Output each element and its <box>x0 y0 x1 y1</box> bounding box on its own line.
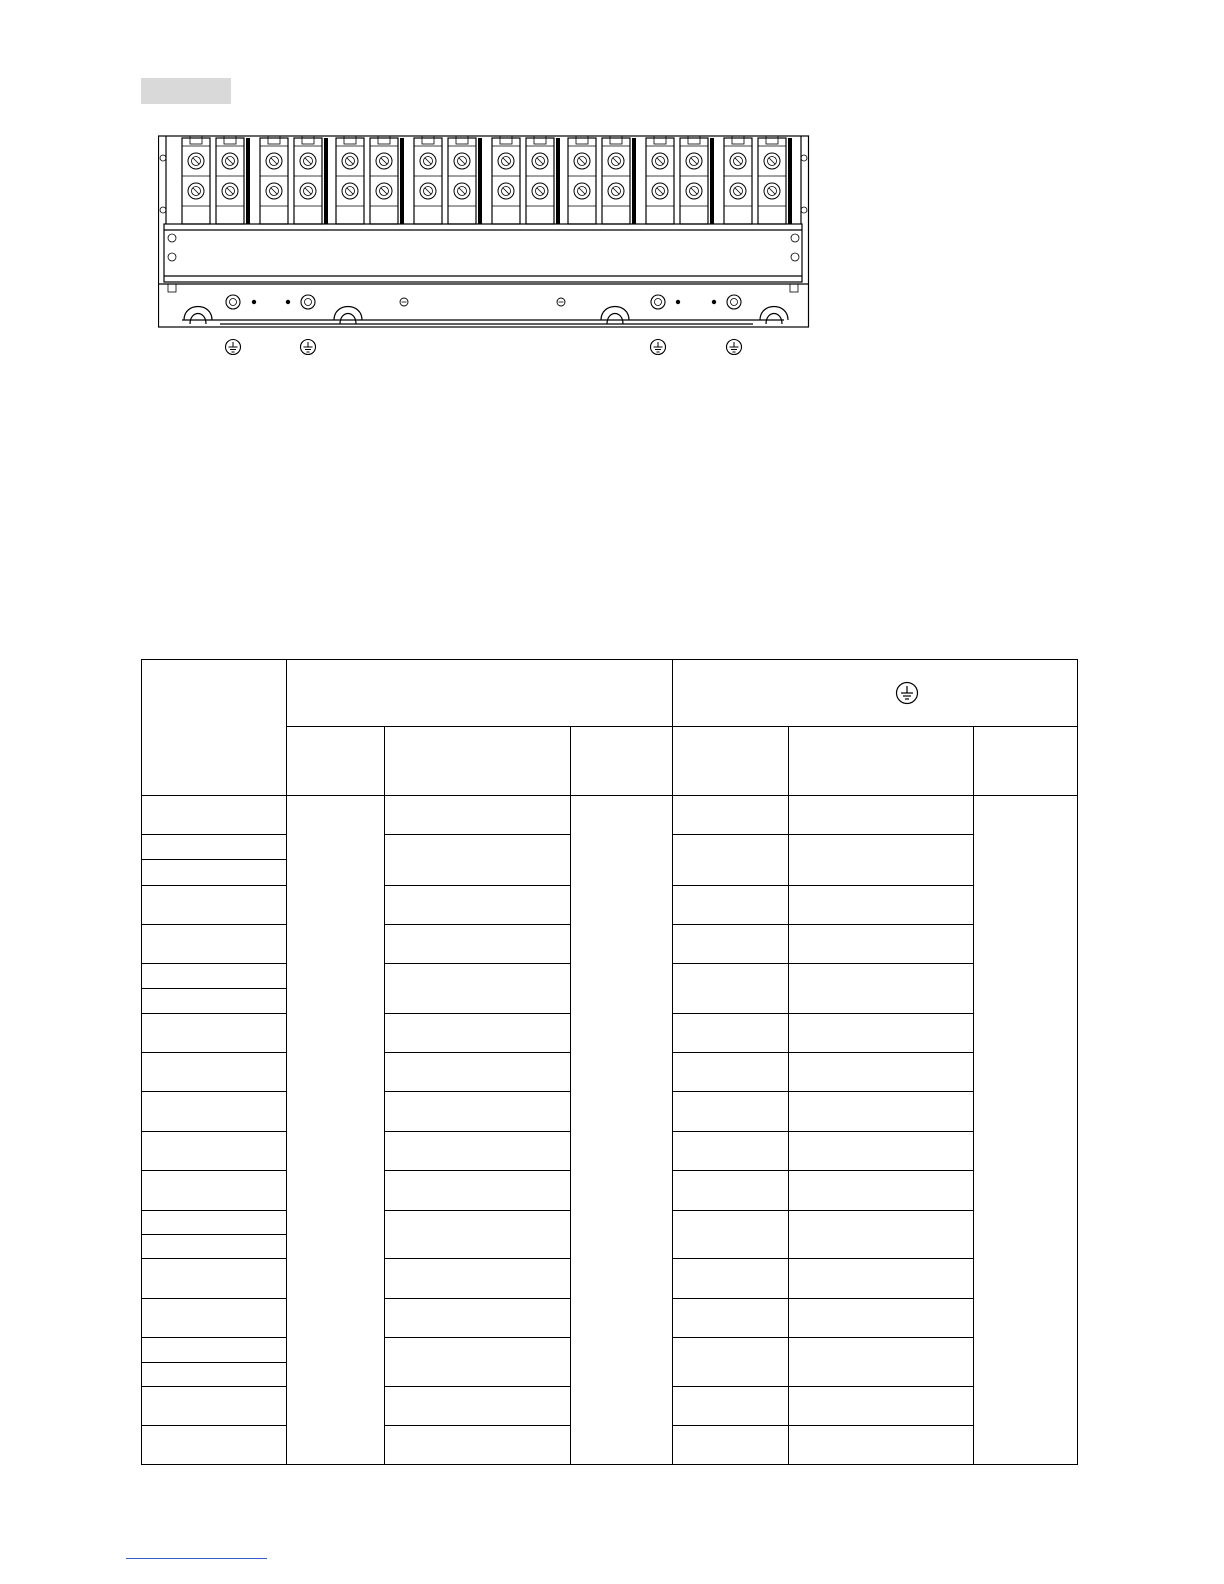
terminal-4 <box>294 136 328 224</box>
rail-screw <box>557 298 565 306</box>
terminal-2 <box>216 136 250 224</box>
table-cell <box>385 925 571 964</box>
corner-clip <box>168 284 176 292</box>
table-cell <box>142 1259 287 1299</box>
terminal-8 <box>448 136 482 224</box>
table-cell <box>385 1426 571 1465</box>
table-cell <box>142 835 287 860</box>
table-cell <box>385 1338 571 1387</box>
header-sub-cell <box>789 727 974 796</box>
table-cell <box>385 796 571 835</box>
table-cell <box>789 1299 974 1338</box>
table-cell <box>142 796 287 835</box>
table-cell <box>673 796 789 835</box>
table-cell <box>789 796 974 835</box>
ground-icon <box>301 340 316 355</box>
table-cell <box>385 1299 571 1338</box>
table-cell <box>142 1299 287 1338</box>
table-cell <box>142 925 287 964</box>
ground-icon <box>226 340 241 355</box>
table-cell <box>385 1171 571 1211</box>
header-sub-cell <box>571 727 673 796</box>
frame-label-box <box>141 78 231 104</box>
header-ground-terminal-group <box>673 660 1078 727</box>
table-cell <box>142 860 287 886</box>
header-sub-cell <box>974 727 1078 796</box>
table-cell <box>673 1338 789 1387</box>
table-cell <box>385 1211 571 1259</box>
table-cell <box>142 1235 287 1259</box>
table-cell <box>789 925 974 964</box>
terminal-12 <box>602 136 636 224</box>
table-cell <box>142 886 287 925</box>
table-cell <box>673 1053 789 1092</box>
terminal-5 <box>336 136 364 224</box>
table-cell <box>673 925 789 964</box>
mount-notch-inner <box>607 314 623 325</box>
table-cell <box>385 1387 571 1426</box>
table-cell <box>673 886 789 925</box>
table-cell <box>673 1092 789 1132</box>
table-cell <box>385 886 571 925</box>
header-sub-cell <box>385 727 571 796</box>
table-cell <box>673 1387 789 1426</box>
table-cell <box>142 1171 287 1211</box>
table-cell <box>673 1426 789 1465</box>
table-cell <box>142 1338 287 1363</box>
ground-stud <box>301 295 315 309</box>
ground-stud <box>727 295 741 309</box>
header-main-terminal-group <box>287 660 673 727</box>
table-cell <box>385 835 571 886</box>
table-cell <box>789 1092 974 1132</box>
terminal-6 <box>370 136 404 224</box>
terminal-15 <box>724 136 752 224</box>
terminal-7 <box>414 136 442 224</box>
mount-notch-inner <box>340 314 356 325</box>
ground-icon <box>651 340 666 355</box>
table-cell <box>673 1259 789 1299</box>
terminal-13 <box>646 136 674 224</box>
ground-stud <box>226 295 240 309</box>
table-cell <box>673 835 789 886</box>
terminal-14 <box>680 136 714 224</box>
ground-stud <box>651 295 665 309</box>
table-cell <box>385 1053 571 1092</box>
table-cell <box>789 835 974 886</box>
header-sub-cell <box>673 727 789 796</box>
table-cell <box>789 1132 974 1171</box>
table-cell <box>789 1426 974 1465</box>
table-cell <box>385 1014 571 1053</box>
table-cell <box>673 1211 789 1259</box>
table-cell <box>287 796 385 1465</box>
ground-icon <box>727 340 742 355</box>
terminal-block-diagram <box>158 134 810 360</box>
table-cell <box>673 1014 789 1053</box>
terminal-10 <box>526 136 560 224</box>
table-cell <box>789 1211 974 1259</box>
terminal-9 <box>492 136 520 224</box>
table-cell <box>673 1171 789 1211</box>
table-cell <box>789 1171 974 1211</box>
corner-clip <box>790 284 798 292</box>
table-cell <box>789 1053 974 1092</box>
terminal-1 <box>182 136 210 224</box>
header-model-cell <box>142 660 287 796</box>
rail-screw <box>400 298 408 306</box>
table-cell <box>142 964 287 989</box>
table-cell <box>571 796 673 1465</box>
table-cell <box>789 1014 974 1053</box>
table-cell <box>385 964 571 1014</box>
rivet <box>286 300 290 304</box>
table-cell <box>142 1132 287 1171</box>
terminal-16 <box>758 136 792 224</box>
table-cell <box>673 1299 789 1338</box>
rivet <box>252 300 256 304</box>
protective-earth-icon <box>895 681 919 705</box>
table-cell <box>142 1363 287 1387</box>
table-cell <box>974 796 1078 1465</box>
terminal-3 <box>260 136 288 224</box>
table-cell <box>789 964 974 1014</box>
terminal-11 <box>568 136 596 224</box>
rivet <box>712 300 716 304</box>
table-cell <box>385 1092 571 1132</box>
header-sub-cell <box>287 727 385 796</box>
table-cell <box>142 1092 287 1132</box>
table-cell <box>789 1259 974 1299</box>
table-cell <box>673 1132 789 1171</box>
table-cell <box>673 964 789 1014</box>
table-cell <box>142 1426 287 1465</box>
footer-link-rule <box>126 1558 267 1559</box>
table-cell <box>142 989 287 1014</box>
table-cell <box>789 1387 974 1426</box>
rivet <box>676 300 680 304</box>
table-cell <box>142 1211 287 1235</box>
table-cell <box>142 1387 287 1426</box>
table-cell <box>142 1014 287 1053</box>
table-cell <box>789 1338 974 1387</box>
mount-notch-inner <box>190 314 206 325</box>
table-cell <box>385 1259 571 1299</box>
terminal-spec-table <box>141 659 1078 1465</box>
mount-notch-inner <box>766 314 782 325</box>
table-cell <box>789 886 974 925</box>
table-cell <box>385 1132 571 1171</box>
table-cell <box>142 1053 287 1092</box>
